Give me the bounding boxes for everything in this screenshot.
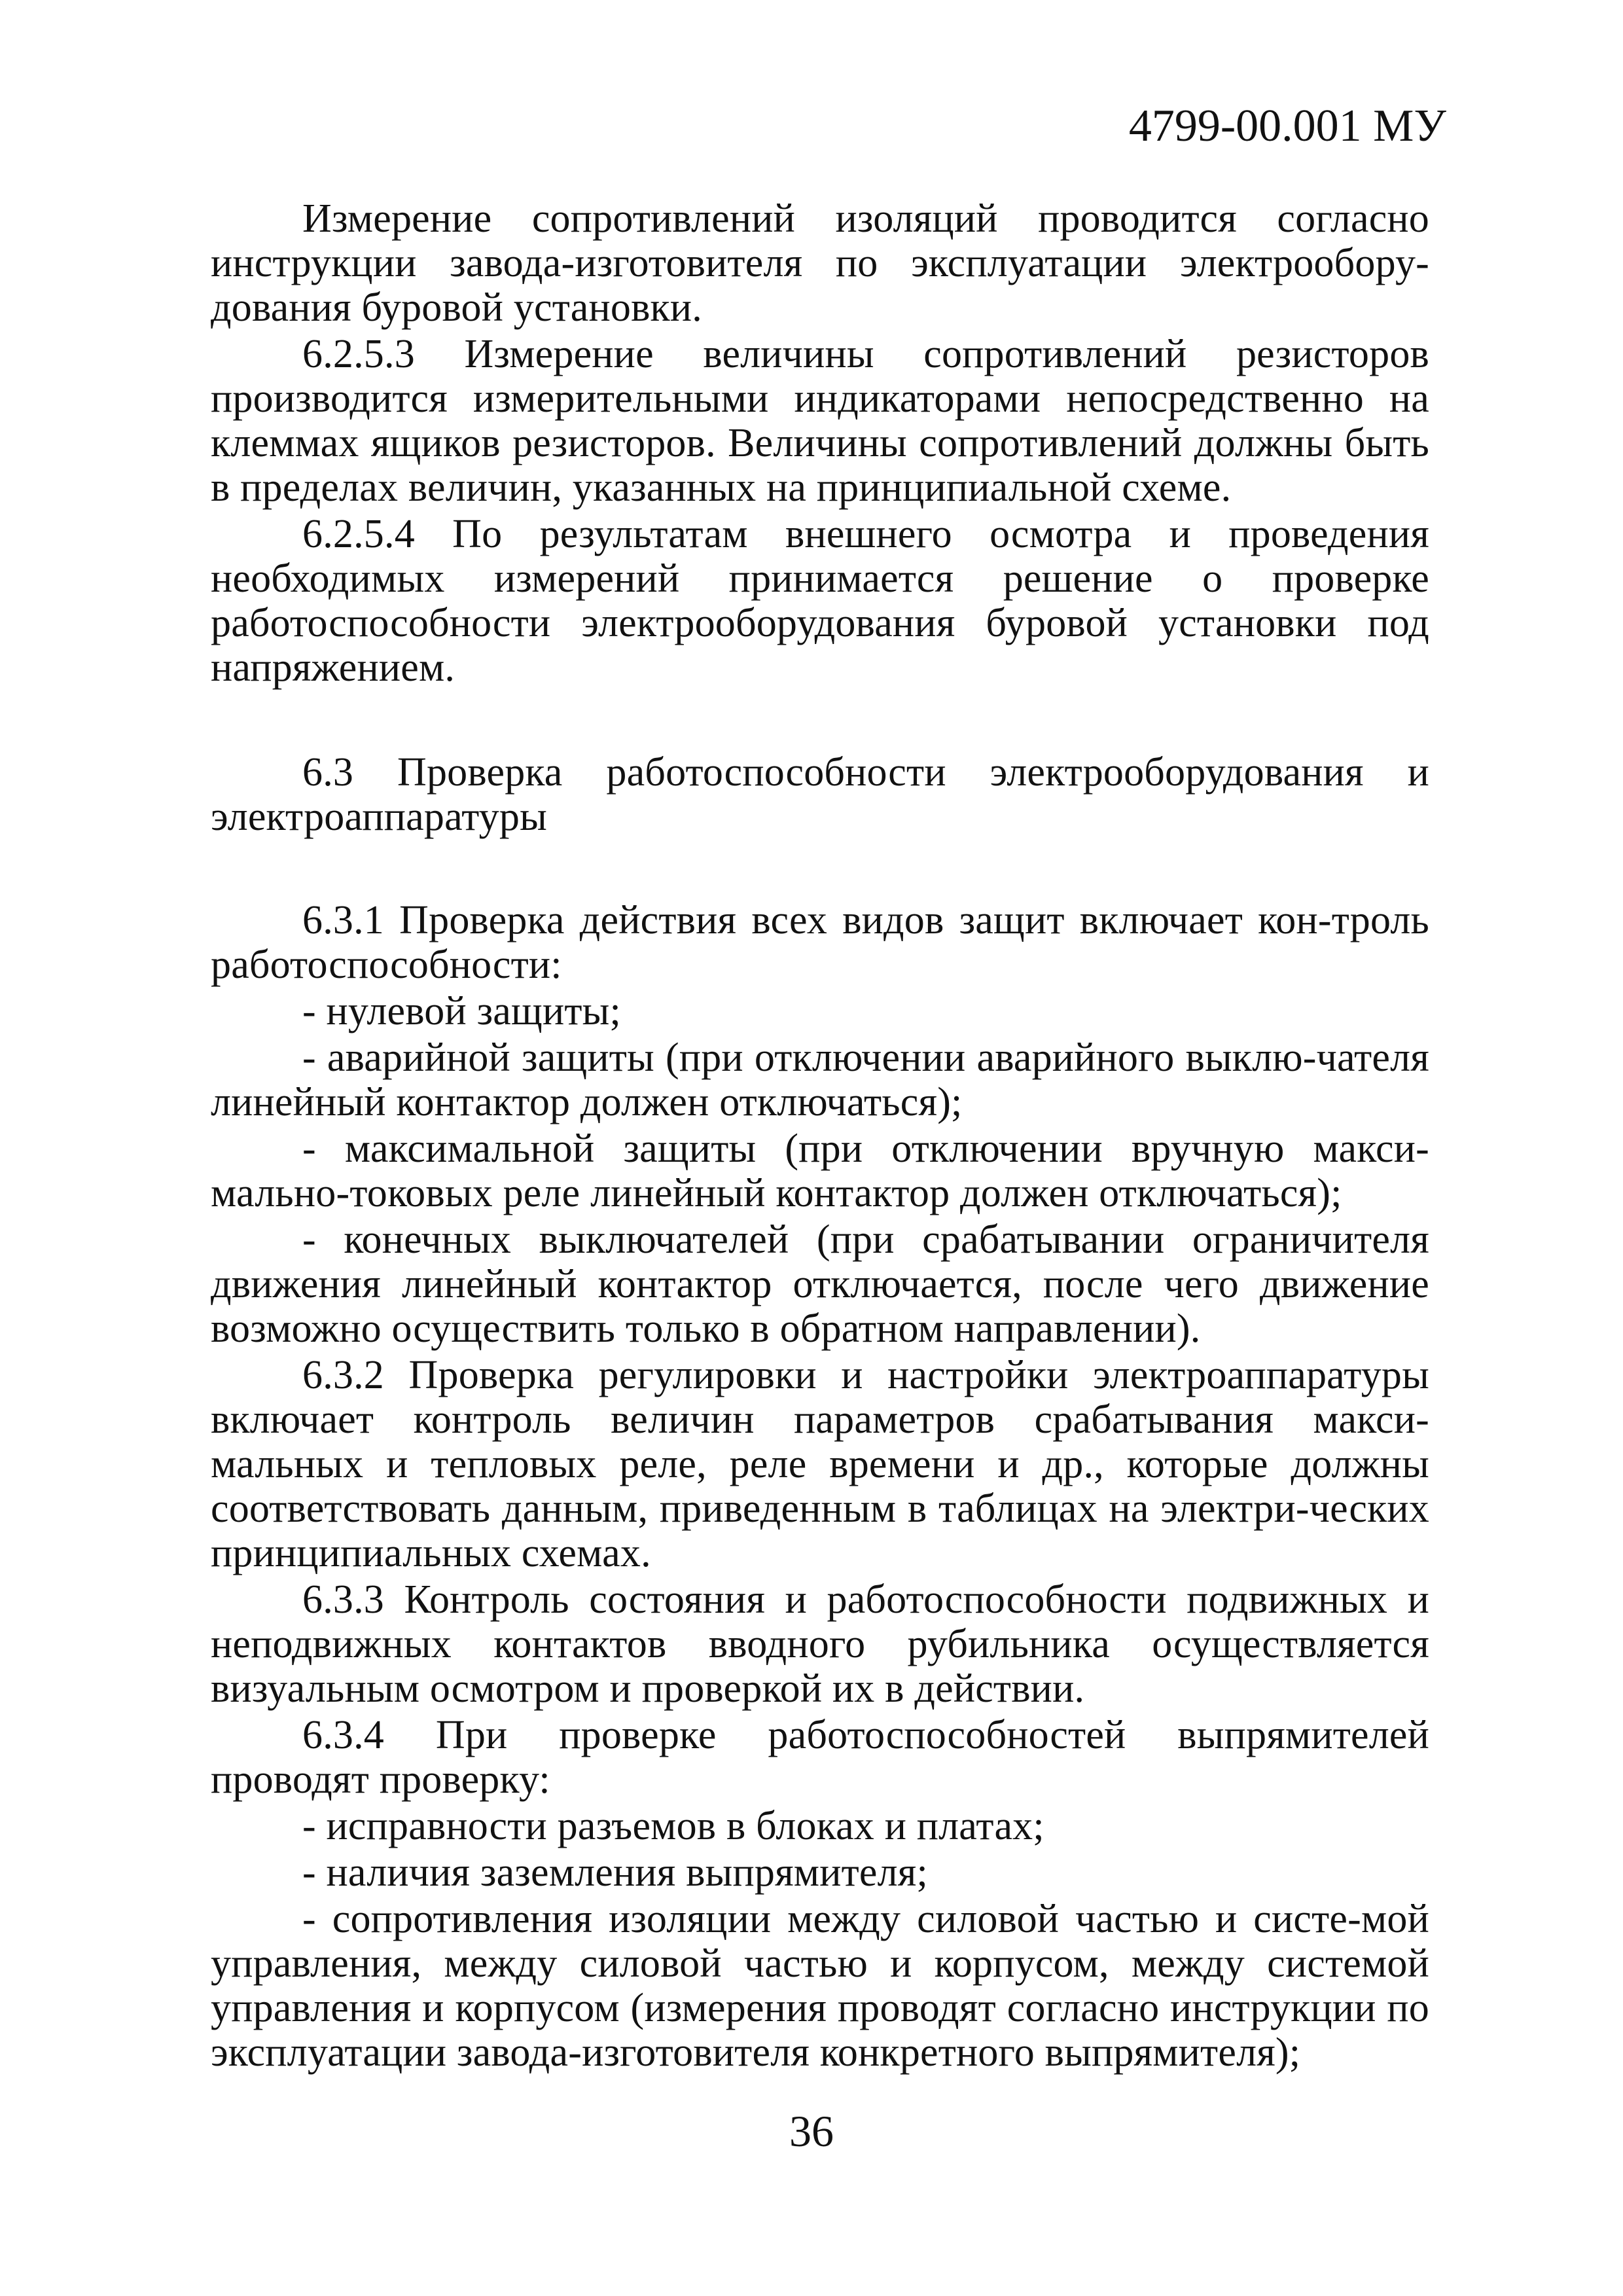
list-item-limit-switches: - конечных выключателей (при срабатывании ограничителя движения линейный контактор отключается, после чего движение возможно осуществить только в обратном направлении). [211,1217,1429,1351]
paragraph-6-3-1: 6.3.1 Проверка действия всех видов защит включает кон-троль работоспособности: [211,898,1429,987]
paragraph-6-2-5-4: 6.2.5.4 По результатам внешнего осмотра и проведения необходимых измерений принимается решение о проверке работоспособности электрооборудования буровой установки под напряжением. [211,512,1429,690]
paragraph-6-3-4: 6.3.4 При проверке работоспособностей выпрямителей проводят проверку: [211,1713,1429,1802]
list-item-maximum-protection: - максимальной защиты (при отключении вручную макси-мально-токовых реле линейный контактор должен отключаться); [211,1126,1429,1215]
list-item-zero-protection: - нулевой защиты; [302,989,621,1033]
paragraph-insulation-measurement: Измерение сопротивлений изоляций проводится согласно инструкции завода-изготовителя по эксплуатации электрообору-дования буровой установки. [211,196,1429,330]
list-item-connectors: - исправности разъемов в блоках и платах; [302,1804,1044,1848]
list-item-grounding: - наличия заземления выпрямителя; [302,1850,928,1895]
paragraph-6-2-5-3: 6.2.5.3 Измерение величины сопротивлений резисторов производится измерительными индикаторами непосредственно на клеммах ящиков резисторов. Величины сопротивлений должны быть в пределах величин, указанных на принципиальной схеме. [211,332,1429,510]
section-heading-6-3: 6.3 Проверка работоспособности электрооборудования и электроаппаратуры [211,750,1429,839]
document-code: 4799-00.001 МУ [1128,101,1446,151]
list-item-emergency-protection: - аварийной защиты (при отключении аварийного выклю-чателя линейный контактор должен отключаться); [211,1035,1429,1124]
list-item-insulation-resistance: - сопротивления изоляции между силовой частью и систе-мой управления, между силовой частью и корпусом, между системой управления и корпусом (измерения проводят согласно инструкции по эксплуатации завода-изготовителя конкретного выпрямителя); [211,1897,1429,2075]
paragraph-6-3-2: 6.3.2 Проверка регулировки и настройки электроаппаратуры включает контроль величин параметров срабатывания макси-мальных и тепловых реле, реле времени и др., которые должны соответствовать данным, приведенным в таблицах на электри-ческих принципиальных схемах. [211,1353,1429,1575]
page-number: 36 [789,2106,834,2156]
page-body [211,196,1429,2075]
paragraph-6-3-3: 6.3.3 Контроль состояния и работоспособности подвижных и неподвижных контактов вводного рубильника осуществляется визуальным осмотром и проверкой их в действии. [211,1577,1429,1711]
